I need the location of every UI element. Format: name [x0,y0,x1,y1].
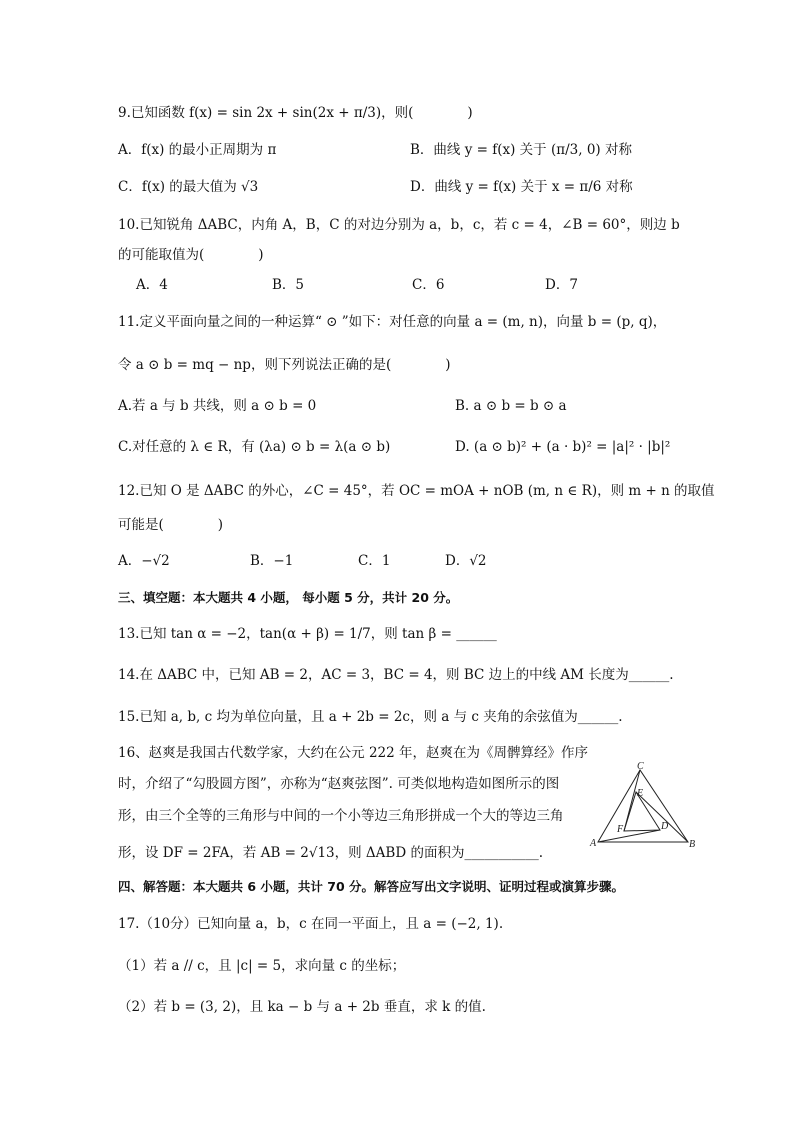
q9-option-b: B．曲线 y = f(x) 关于 (π/3, 0) 对称 [410,142,632,158]
q9-option-d: D．曲线 y = f(x) 关于 x = π/6 对称 [410,179,633,195]
q12-option-a: A．−√2 [118,553,170,569]
q12-option-d: D．√2 [445,553,487,569]
segment-ad [598,830,660,842]
q10-option-c: C．6 [412,277,445,293]
q12-stem-line1: 12.已知 O 是 ΔABC 的外心，∠C = 45°，若 OC = mOA + nOB (m, n ∈ R)，则 m + n 的取值 [118,483,715,499]
zhao-shuang-chord-figure [588,760,698,852]
q10-option-d: D．7 [545,277,578,293]
q16-line3: 形，由三个全等的三角形与中间的一个小等边三角形拼成一个大的等边三角 [118,808,564,824]
figure-label-d: D [661,821,669,832]
q12-stem-line2: 可能是( ) [118,517,224,533]
q12-option-c: C．1 [358,553,391,569]
q11-option-d: D. (a ⊙ b)² + (a · b)² = |a|² · |b|² [455,439,671,455]
figure-label-f: F [617,824,624,835]
outer-triangle [598,770,688,842]
q15-text: 15.已知 a, b, c 均为单位向量，且 a + 2b = 2c，则 a 与 c 夹角的余弦值为______. [118,709,623,725]
figure-label-b: B [689,839,696,850]
q16-line4: 形，设 DF = 2FA，若 AB = 2√13，则 ΔABD 的面积为___________. [118,845,543,861]
q13-text: 13.已知 tan α = −2，tan(α + β) = 1/7，则 tan β = ______ [118,626,497,642]
q17-stem: 17.（10分）已知向量 a，b，c 在同一平面上，且 a = (−2, 1). [118,916,504,932]
q14-text: 14.在 ΔABC 中，已知 AB = 2，AC = 3，BC = 4，则 BC 边上的中线 AM 长度为______. [118,667,674,683]
q17-part2: （2）若 b = (3, 2)，且 ka − b 与 a + 2b 垂直，求 k 的值. [118,999,486,1015]
figure-label-c: C [637,761,644,772]
q12-option-b: B．−1 [250,553,294,569]
q9-option-c: C．f(x) 的最大值为 √3 [118,179,259,195]
figure-label-a: A [590,838,597,849]
q11-stem-line2: 令 a ⊙ b = mq − np，则下列说法正确的是( ) [118,357,451,373]
q11-option-c: C.对任意的 λ ∈ R，有 (λa) ⊙ b = λ(a ⊙ b) [118,439,391,455]
figure-label-e: E [637,788,644,799]
q11-option-a: A.若 a 与 b 共线，则 a ⊙ b = 0 [118,398,317,414]
q9-stem: 9.已知函数 f(x) = sin 2x + sin(2x + π/3)，则( ) [118,105,473,121]
q10-option-b: B．5 [272,277,305,293]
q9-option-a: A．f(x) 的最小正周期为 π [118,142,277,158]
q17-part1: （1）若 a // c，且 |c| = 5，求向量 c 的坐标； [118,958,406,974]
section-heading-fill-in: 三、填空题：本大题共 4 小题， 每小题 5 分，共计 20 分。 [118,590,459,605]
section-heading-solutions: 四、解答题：本大题共 6 小题，共计 70 分。解答应写出文字说明、证明过程或演算步骤。 [118,879,625,894]
q16-line2: 时，介绍了“勾股圆方图”，亦称为“赵爽弦图”. 可类似地构造如图所示的图 [118,776,560,792]
q10-option-a: A．4 [136,277,168,293]
q16-line1: 16、赵爽是我国古代数学家，大约在公元 222 年，赵爽在为《周髀算经》作序 [118,745,589,761]
q11-stem-line1: 11.定义平面向量之间的一种运算“ ⊙ ”如下：对任意的向量 a = (m, n)，向量 b = (p, q)， [118,314,667,330]
q11-option-b: B. a ⊙ b = b ⊙ a [455,398,567,414]
q10-stem-line2: 的可能取值为( ) [118,247,264,263]
segment-be [636,792,688,842]
q10-stem-line1: 10.已知锐角 ΔABC，内角 A，B，C 的对边分别为 a，b，c，若 c = 4，∠B = 60°，则边 b [118,217,680,233]
